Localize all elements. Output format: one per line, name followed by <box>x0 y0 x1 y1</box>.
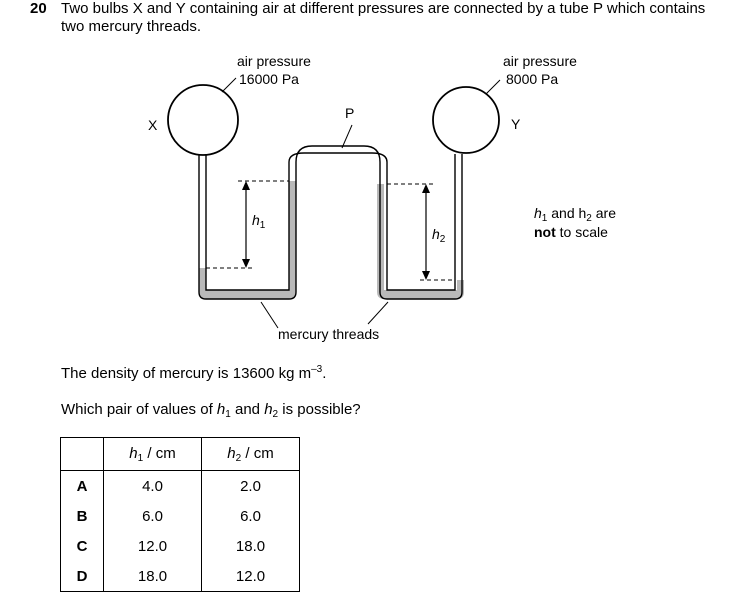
not-to-scale-note-line1: $h_1$ and $h_2$ are <box>534 205 616 224</box>
h2-value: 12.0 <box>202 561 300 592</box>
tube-p <box>199 146 462 299</box>
option-letter: C <box>61 531 104 561</box>
option-letter: D <box>61 561 104 592</box>
h2-value: 2.0 <box>202 471 300 502</box>
bulb-x <box>168 85 238 155</box>
table-row[interactable] <box>61 561 300 592</box>
left-pressure-value: 16000 Pa <box>239 71 299 87</box>
table-row[interactable] <box>61 501 300 531</box>
left-pressure-label: air pressure <box>237 53 311 69</box>
h1-value: 18.0 <box>104 561 202 592</box>
tube-p-label: P <box>345 105 355 121</box>
option-letter: A <box>61 471 104 502</box>
h1-arrow <box>242 181 250 268</box>
h1-label: $h_1$ <box>252 212 266 231</box>
h2-value: 18.0 <box>202 531 300 561</box>
table-header-row <box>61 438 300 471</box>
left-u-mercury <box>199 268 296 299</box>
option-column-header <box>61 438 104 471</box>
right-pressure-value: 8000 Pa <box>506 71 559 87</box>
right-pressure-label: air pressure <box>503 53 577 69</box>
question-number: 20 <box>30 0 47 17</box>
h2-value: 6.0 <box>202 501 300 531</box>
answer-table <box>60 437 300 592</box>
level-lines <box>206 181 455 280</box>
h2-label: $h_2$ <box>432 226 446 245</box>
h1-column-header: $h_1$ / cm <box>104 438 202 471</box>
question-line-2: two mercury threads. <box>61 18 202 35</box>
question-line-1: Two bulbs X and Y containing air at different pressures are connected by a tube P which contains <box>61 0 706 17</box>
not-to-scale-note-line2: not to scale <box>534 224 608 240</box>
bulb-y <box>433 87 499 153</box>
question-prompt: Which pair of values of $h_1$ and $h_2$ is possible? <box>61 401 361 420</box>
h1-value: 12.0 <box>104 531 202 561</box>
table-row[interactable] <box>61 471 300 502</box>
bulb-x-label: X <box>148 117 158 133</box>
bulb-y-label: Y <box>511 116 521 132</box>
density-statement: The density of mercury is 13600 kg $m^{-3}$. <box>61 364 327 382</box>
mercury-threads-label: mercury threads <box>278 326 380 342</box>
option-letter: B <box>61 501 104 531</box>
h2-arrow <box>422 184 430 280</box>
left-u-mercury-rise <box>289 181 296 291</box>
h2-column-header: $h_2$ / cm <box>202 438 300 471</box>
h1-value: 4.0 <box>104 471 202 502</box>
h1-value: 6.0 <box>104 501 202 531</box>
table-row[interactable] <box>61 531 300 561</box>
